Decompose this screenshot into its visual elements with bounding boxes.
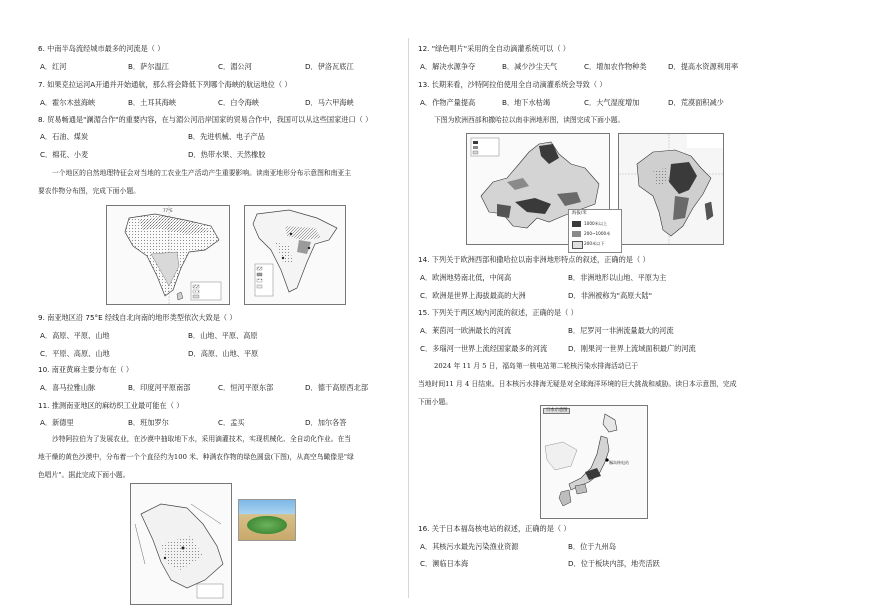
q10-option-d[interactable]: D．德干高原西北部 (305, 383, 369, 392)
q9-option-c[interactable]: C．平原、高原、山地 (40, 349, 110, 358)
q9-option-a[interactable]: A．高原、平原、山地 (40, 331, 110, 340)
arabian-peninsula-map (130, 483, 232, 605)
q7-option-a[interactable]: A．霍尔木兹海峡 (40, 98, 96, 107)
q11-option-c[interactable]: C．孟买 (218, 418, 245, 427)
south-asia-crops-map (244, 205, 346, 305)
q13-option-d[interactable]: D．荒漠面积减少 (668, 98, 724, 107)
q14-option-c[interactable]: C．欧洲是世界上海拔最高的大洲 (420, 291, 526, 300)
japan-map-title: 日本示意图 (543, 408, 570, 414)
q11-option-d[interactable]: D．加尔各答 (305, 418, 347, 427)
question-10: 10. 南亚黄麻主要分布在（ ） (38, 365, 134, 374)
q12-option-a[interactable]: A．解决水源争夺 (420, 62, 476, 71)
legend-label-low: 200米以下 (584, 241, 605, 246)
q15-option-a[interactable]: A．莱茵河一欧洲最长的河流 (420, 326, 512, 335)
q8-option-a[interactable]: A．石油、煤炭 (40, 132, 89, 141)
q8-option-d[interactable]: D．热带水果、天然橡胶 (188, 150, 266, 159)
q12-option-c[interactable]: C．增加农作物种类 (584, 62, 647, 71)
passage-line: 色唱片"。据此完成下面小题。 (38, 471, 130, 479)
q12-option-b[interactable]: B．减少沙尘天气 (502, 62, 558, 71)
question-15: 15. 下列关于两区域内河流的叙述，正确的是（ ） (418, 308, 578, 317)
passage-line: 一个地区的自然地理特征会对当地的工农业生产活动产生重要影响。读南亚地形分布示意图和南亚主 (52, 169, 352, 177)
q8-option-c[interactable]: C．棉花、小麦 (40, 150, 89, 159)
question-13: 13. 长期来看，沙特阿拉伯使用全自动滴灌系统会导致（ ） (418, 80, 607, 89)
question-9: 9. 南亚地区沿 75°E 经线自北向南的地形类型依次大致是（ ） (38, 313, 237, 322)
q7-option-d[interactable]: D．马六甲海峡 (305, 98, 354, 107)
passage-line: 要农作物分布图，完成下面小题。 (38, 187, 140, 195)
passage-saudi (38, 430, 354, 484)
question-8: 8. 贸易畅通是"澜湄合作"的重要内容，在与湄公河沿岸国家的贸易合作中，我国可以从这些国家进口（ ） (38, 115, 373, 124)
q15-option-d[interactable]: D．刚果河一世界上流域面积最广的河流 (568, 344, 696, 353)
q15-option-b[interactable]: B．尼罗河一非洲流量最大的河流 (568, 326, 674, 335)
passage-line: 当地时间11 月 4 日结束。日本核污水排海无疑是对全球海洋环境的巨大挑战和威胁。读日本示意图，完成 (418, 380, 737, 388)
passage-europe-africa (434, 111, 624, 129)
q6-option-d[interactable]: D．伊洛瓦底江 (305, 62, 354, 71)
q12-option-d[interactable]: D．提高水资源利用率 (668, 62, 739, 71)
legend-title: 海拔/米 (572, 211, 587, 216)
green-disc-photo (238, 499, 296, 541)
passage-line: 沙特阿拉伯为了发展农业，在沙漠中抽取地下水，采用滴灌技术，实现机械化、全自动化作业。在当 (52, 435, 352, 443)
q14-option-b[interactable]: B．非洲地形以山地、平原为主 (568, 273, 667, 282)
q14-option-a[interactable]: A．欧洲地势南北低，中间高 (420, 273, 512, 282)
passage-line: 下面小题。 (418, 398, 452, 406)
passage-line: 下图为欧洲西部和撒哈拉以南非洲地形图，读图完成下面小题。 (434, 116, 625, 124)
q13-option-a[interactable]: A．作物产量提高 (420, 98, 476, 107)
q8-option-b[interactable]: B．先进机械、电子产品 (188, 132, 265, 141)
legend-swatch-high (572, 221, 581, 227)
column-divider (408, 38, 409, 598)
elevation-legend (568, 209, 622, 253)
q10-option-c[interactable]: C．恒河平原东部 (218, 383, 274, 392)
q13-option-c[interactable]: C．大气湿度增加 (584, 98, 640, 107)
q6-option-c[interactable]: C．湄公河 (218, 62, 252, 71)
q11-option-b[interactable]: B．班加罗尔 (128, 418, 169, 427)
question-7: 7. 如果克拉运河A开通并开始通航，那么将会降低下列哪个海峡的航运地位（ ） (38, 80, 292, 89)
q16-option-a[interactable]: A．其核污水最先污染渔业资源 (420, 542, 519, 551)
japan-map (540, 405, 648, 519)
question-16: 16. 关于日本福岛核电站的叙述，正确的是（ ） (418, 524, 571, 533)
meridian-77e-label: 77°E (163, 208, 173, 213)
sub-saharan-africa-map (618, 133, 724, 245)
question-14: 14. 下列关于欧洲西部和撒哈拉以南非洲地形特点的叙述，正确的是（ ） (418, 255, 650, 264)
legend-label-mid: 200~1000米 (584, 231, 611, 236)
q7-option-b[interactable]: B．土耳其海峡 (128, 98, 177, 107)
question-6: 6. 中南半岛流经城市最多的河流是（ ） (38, 44, 165, 53)
question-11: 11. 推测南亚地区的麻纺织工业最可能在（ ） (38, 401, 184, 410)
q7-option-c[interactable]: C．白令海峡 (218, 98, 259, 107)
legend-swatch-low (572, 241, 583, 249)
green-crop-circle (247, 516, 287, 534)
q16-option-b[interactable]: B．位于九州岛 (568, 542, 617, 551)
south-asia-terrain-map (106, 205, 230, 305)
legend-swatch-mid (572, 231, 581, 237)
passage-line: 2024 年 11 月 5 日，福岛第一核电站第二轮核污染水排海活动已于 (434, 362, 639, 370)
passage-line: 地干燥的黄色沙漠中，分布着一个个直径约为100 米、种满农作物的绿色圆盘(下图)，从高空鸟瞰像是"绿 (38, 453, 354, 461)
passage-south-asia (38, 164, 352, 200)
fukushima-plant-label: 福岛核电站 (609, 460, 629, 465)
q9-option-b[interactable]: B．山地、平原、高原 (188, 331, 258, 340)
question-12: 12. "绿色唱片"采用的全自动滴灌系统可以（ ） (418, 44, 570, 53)
q6-option-a[interactable]: A．红河 (40, 62, 67, 71)
q6-option-b[interactable]: B．萨尔温江 (128, 62, 169, 71)
q9-option-d[interactable]: D．高原、山地、平原 (188, 349, 259, 358)
q13-option-b[interactable]: B．地下水枯竭 (502, 98, 551, 107)
q14-option-d[interactable]: D．非洲被称为"高原大陆" (568, 291, 653, 300)
q10-option-a[interactable]: A．喜马拉雅山脉 (40, 383, 96, 392)
legend-label-high: 1000米以上 (584, 221, 608, 226)
passage-fukushima (418, 357, 737, 411)
q16-option-c[interactable]: C．濒临日本海 (420, 559, 469, 568)
q16-option-d[interactable]: D．位于板块内部，地壳活跃 (568, 559, 660, 568)
q15-option-c[interactable]: C．多瑙河一世界上流经国家最多的河流 (420, 344, 548, 353)
q11-option-a[interactable]: A．新德里 (40, 418, 74, 427)
q10-option-b[interactable]: B．印度河平原南部 (128, 383, 191, 392)
